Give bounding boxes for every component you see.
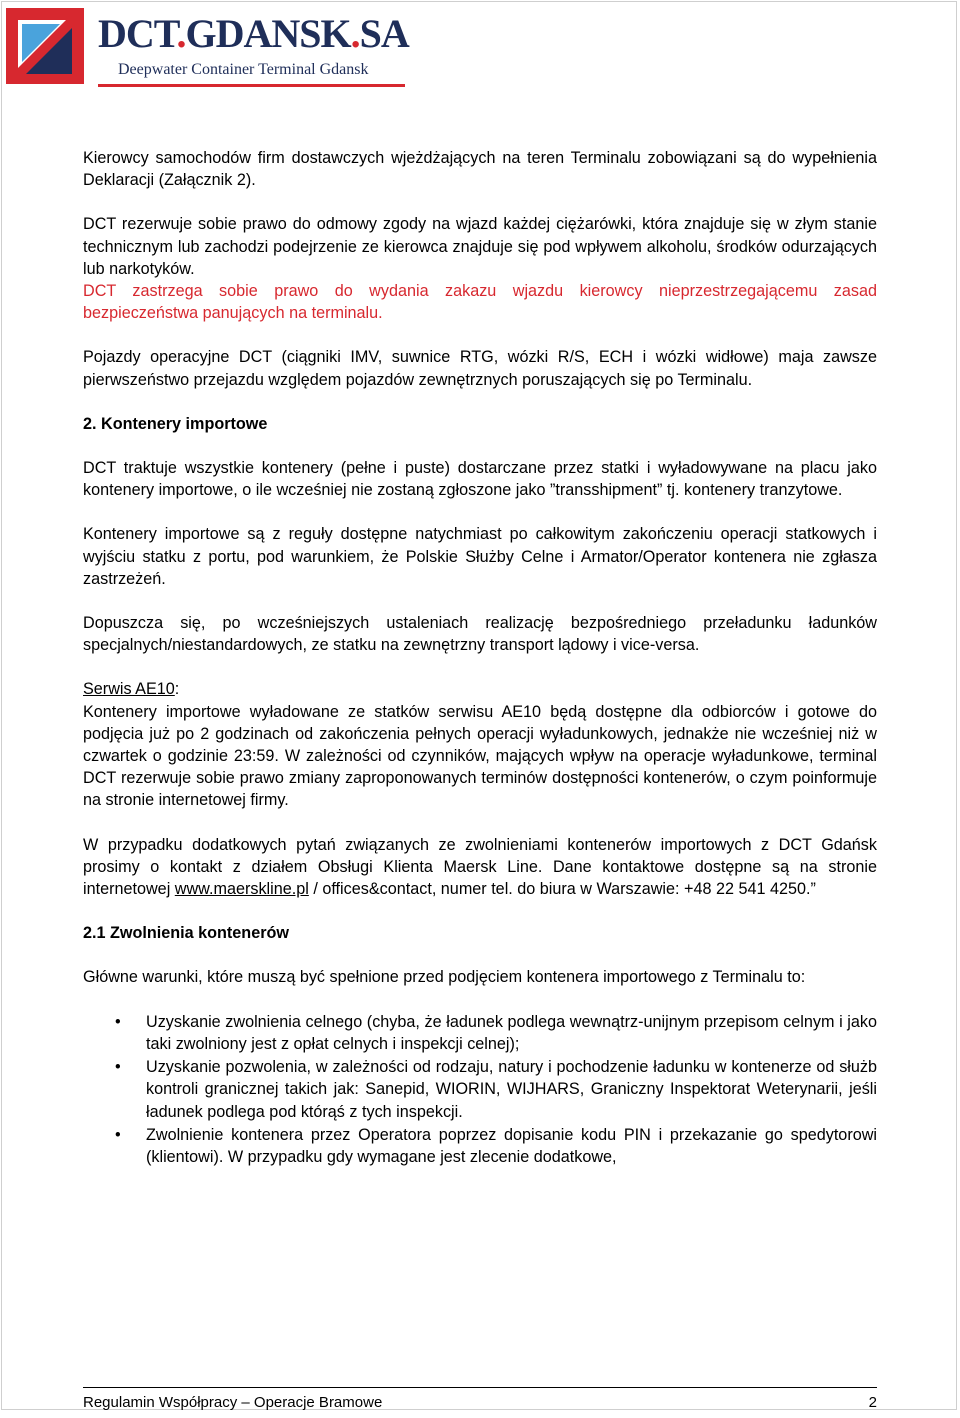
page-footer — [83, 1387, 877, 1418]
document-body — [83, 147, 877, 1169]
release-conditions-list — [83, 1011, 877, 1168]
list-item: • Uzyskanie zwolnienia celnego (chyba, że ładunek podlega wewnątrz-unijnym przepisom celnym i jako taki zwolniony jest z opłat celnych i inspekcji celnej); — [115, 1012, 877, 1053]
paragraph-import-definition: DCT traktuje wszystkie kontenery (pełne i puste) dostarczane przez statki i wyładowywane na placu jako kontenery importowe, o ile wcześniej nie zostaną zgłoszone jako ”transshipment” tj. kontenery tranzytowe. — [83, 459, 877, 500]
logo-title: DCT.GDANSK.SA — [98, 11, 409, 56]
maerskline-link[interactable]: www.maerskline.pl — [174, 880, 309, 899]
paragraph-contact: W przypadku dodatkowych pytań związanych ze zwolnieniami kontenerów importowych z DCT Gdańsk prosimy o kontakt z działem Obsługi Klienta Maersk Line. Dane kontaktowe dostępne są na stronie internetowej www.maerskline.pl / offices&contact, numer tel. do biura w Warszawie: +48 22 541 4250.” — [83, 835, 877, 899]
paragraph-direct-transshipment: Dopuszcza się, po wcześniejszych ustaleniach realizację bezpośredniego przeładunku ładunków specjalnych/niestandardowych, ze statku na zewnętrzny transport lądowy i vice-versa. — [83, 614, 877, 655]
paragraph-operational-vehicles: Pojazdy operacyjne DCT (ciągniki IMV, suwnice RTG, wózki R/S, ECH i wózki widłowe) maja zawsze pierwszeństwo przejazdu względem pojazdów zewnętrznych poruszających się po Terminalu. — [83, 348, 877, 389]
bullet-icon: • — [115, 1012, 121, 1031]
paragraph-entry-refusal: DCT rezerwuje sobie prawo do odmowy zgody na wjazd każdej ciężarówki, która znajduje się w złym stanie technicznym lub zachodzi podejrzenie ze kierowca znajduje się pod wpływem alkoholu, środków odurzających lub narkotyków. — [83, 215, 877, 278]
bullet-icon: • — [115, 1058, 121, 1077]
paragraph-import-availability: Kontenery importowe są z reguły dostępne natychmiast po całkowitym zakończeniu operacji statkowych i wyjściu statku z portu, pod warunkiem, że Polskie Służby Celne i Armator/Operator kontenera nie zgłasza zastrzeżeń. — [83, 525, 877, 588]
paragraph-delivery-drivers: Kierowcy samochodów firm dostawczych wjeżdżających na teren Terminalu zobowiązani są do wypełnienia Deklaracji (Załącznik 2). — [83, 149, 877, 190]
bullet-icon: • — [115, 1125, 121, 1144]
section-heading-container-release: 2.1 Zwolnienia kontenerów — [83, 924, 289, 943]
paragraph-release-conditions: Główne warunki, które muszą być spełnione przed podjęciem kontenera importowego z Terminalu to: — [83, 968, 806, 987]
list-item: • Uzyskanie pozwolenia, w zależności od rodzaju, natury i pochodzenie ładunku w kontenerze od służb kontroli granicznej takich jak: Sanepid, WIORIN, WIJHARS, Graniczny Inspektorat Weterynarii, jeśli ładunek podlega pod którąś z tych inspekcji. — [115, 1058, 877, 1121]
serwis-label: Serwis AE10 — [83, 680, 175, 699]
section-heading-import-containers: 2. Kontenery importowe — [83, 414, 268, 433]
list-item: • Zwolnienie kontenera przez Operatora poprzez dopisanie kodu PIN i przekazanie go spedytorowi (klientowi). W przypadku gdy wymagane jest zlecenie dodatkowe, — [115, 1125, 877, 1166]
footer-title: Regulamin Współpracy – Operacje Bramowe — [83, 1394, 383, 1411]
logo-subtitle: Deepwater Container Terminal Gdansk — [118, 61, 369, 78]
serwis-text: Kontenery importowe wyładowane ze statków serwisu AE10 będą dostępne dla odbiorców i gotowe do podjęcia już po 2 godzinach od zakończenia pełnych operacji wyładunkowych, jednakże nie wcześniej niż w czwartek o godzinie 23:59. W zależności od czynników, mających wpływ na operacje wyładunkowe, terminal DCT rezerwuje sobie prawo zmiany zaproponowanych terminów dostępności kontenerów, o czym poinformuje na stronie internetowej firmy. — [83, 702, 877, 810]
paragraph-entry-ban-red: DCT zastrzega sobie prawo do wydania zakazu wjazdu kierowcy nieprzestrzegającemu zasad bezpieczeństwa panujących na terminalu. — [83, 282, 877, 323]
logo-mark-icon — [6, 8, 84, 84]
page-number: 2 — [868, 1394, 877, 1411]
logo-underline — [98, 84, 405, 87]
paragraph-serwis-ae10: Serwis AE10: Kontenery importowe wyładowane ze statków serwisu AE10 będą dostępne dla odbiorców i gotowe do podjęcia już po 2 godzinach od zakończenia pełnych operacji wyładunkowych, jednakże nie wcześniej niż w czwartek o godzinie 23:59. W zależności od czynników, mających wpływ na operacje wyładunkowe, terminal DCT rezerwuje sobie prawo zmiany zaproponowanych terminów dostępności kontenerów, o czym poinformuje na stronie internetowej firmy. — [83, 680, 877, 810]
